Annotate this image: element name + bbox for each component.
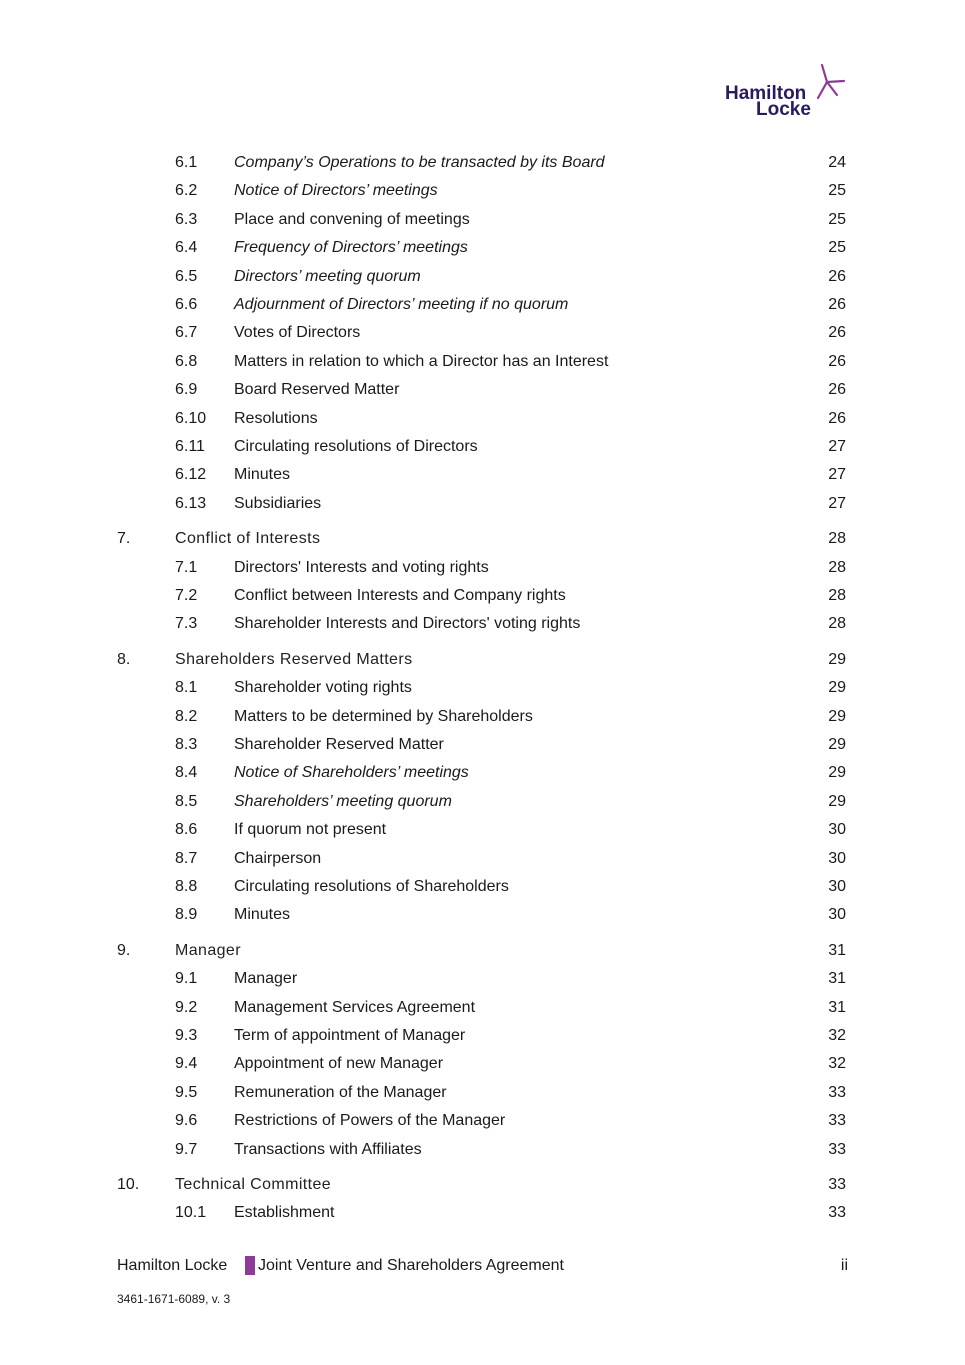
toc-entry-title: Board Reserved Matter xyxy=(234,381,400,399)
toc-entry-page: 32 xyxy=(828,1027,846,1044)
toc-entry-page: 33 xyxy=(828,1140,846,1158)
toc-entry[interactable] xyxy=(0,350,965,374)
toc-entry-page: 33 xyxy=(828,1176,846,1193)
toc-entry-page: 30 xyxy=(828,849,846,867)
toc-entry-page: 32 xyxy=(828,1055,846,1073)
toc-entry-number: 8.4 xyxy=(175,764,198,782)
toc-entry[interactable] xyxy=(0,208,965,232)
toc-entry[interactable] xyxy=(0,1024,965,1048)
toc-entry[interactable] xyxy=(0,761,965,785)
footer-page-number: ii xyxy=(840,1257,848,1274)
toc-entry-page: 30 xyxy=(828,878,846,895)
toc-entry-title: Remuneration of the Manager xyxy=(234,1083,447,1101)
toc-entry-number: 9.4 xyxy=(175,1055,198,1073)
toc-entry[interactable] xyxy=(0,492,965,516)
toc-entry-page: 27 xyxy=(828,494,846,512)
toc-entry-number: 8.8 xyxy=(175,878,198,895)
toc-entry-number: 6.10 xyxy=(175,409,207,427)
toc-entry-page: 26 xyxy=(828,296,846,313)
toc-entry[interactable] xyxy=(0,1138,965,1162)
toc-entry-title: Technical Committee xyxy=(175,1176,332,1193)
toc-entry-page: 29 xyxy=(828,679,846,697)
toc-entry-page: 27 xyxy=(828,466,846,484)
toc-entry[interactable] xyxy=(0,556,965,580)
toc-entry-number: 9. xyxy=(117,941,131,959)
toc-entry-number: 8.7 xyxy=(175,849,198,867)
toc-entry[interactable] xyxy=(0,151,965,175)
toc-entry-title: Company’s Operations to be transacted by its Board xyxy=(234,154,605,171)
toc-entry[interactable] xyxy=(0,818,965,842)
toc-entry[interactable] xyxy=(0,790,965,814)
toc-entry-page: 28 xyxy=(828,587,846,604)
toc-entry[interactable] xyxy=(0,1109,965,1133)
toc-entry-title: Directors' Interests and voting rights xyxy=(234,558,489,576)
toc-entry[interactable] xyxy=(0,996,965,1020)
toc-entry-page: 28 xyxy=(828,615,846,633)
toc-entry-number: 8. xyxy=(117,650,131,668)
toc-entry-page: 29 xyxy=(828,650,846,668)
toc-entry-page: 29 xyxy=(828,736,846,753)
toc-entry-number: 9.7 xyxy=(175,1140,198,1158)
toc-entry-number: 9.2 xyxy=(175,998,198,1016)
toc-entry-title: Notice of Directors’ meetings xyxy=(234,182,438,200)
toc-entry-number: 6.7 xyxy=(175,324,198,342)
toc-entry[interactable] xyxy=(0,1081,965,1105)
toc-section-entry[interactable] xyxy=(0,648,965,672)
toc-entry-title: If quorum not present xyxy=(234,821,387,839)
toc-entry-number: 6.8 xyxy=(175,352,198,370)
toc-section-entry[interactable] xyxy=(0,527,965,551)
toc-entry[interactable] xyxy=(0,293,965,317)
toc-entry[interactable] xyxy=(0,967,965,991)
toc-entry[interactable] xyxy=(0,676,965,700)
toc-entry-title: Circulating resolutions of Directors xyxy=(234,438,478,455)
toc-entry-title: Management Services Agreement xyxy=(234,998,476,1016)
toc-entry-title: Matters in relation to which a Director has an Interest xyxy=(234,352,609,370)
toc-entry-number: 6.1 xyxy=(175,154,198,171)
toc-entry[interactable] xyxy=(0,612,965,636)
toc-entry[interactable] xyxy=(0,435,965,459)
toc-entry-title: Circulating resolutions of Shareholders xyxy=(234,878,509,895)
toc-entry-title: Resolutions xyxy=(234,409,318,427)
toc-entry-number: 8.9 xyxy=(175,906,198,924)
toc-entry[interactable] xyxy=(0,847,965,871)
toc-entry-title: Shareholders’ meeting quorum xyxy=(234,792,452,810)
toc-entry-title: Chairperson xyxy=(234,849,322,867)
toc-entry[interactable] xyxy=(0,875,965,899)
toc-entry-title: Restrictions of Powers of the Manager xyxy=(234,1112,506,1130)
footer-accent-bar xyxy=(245,1256,255,1275)
toc-entry-number: 6.2 xyxy=(175,182,198,200)
hamilton-locke-logo xyxy=(724,62,849,118)
footer xyxy=(117,1254,848,1278)
toc-entry-page: 24 xyxy=(828,154,846,171)
toc-entry-number: 9.5 xyxy=(175,1083,198,1101)
toc-entry-title: Shareholders Reserved Matters xyxy=(175,650,413,668)
toc-entry-number: 8.2 xyxy=(175,707,198,725)
toc-entry-number: 6.9 xyxy=(175,381,198,399)
toc-entry-number: 7.1 xyxy=(175,558,198,576)
toc-entry-page: 27 xyxy=(828,438,846,455)
toc-entry[interactable] xyxy=(0,321,965,345)
toc-entry[interactable] xyxy=(0,378,965,402)
toc-entry-title: Manager xyxy=(234,970,298,988)
toc-entry-page: 29 xyxy=(828,792,846,810)
svg-text:Locke: Locke xyxy=(756,99,811,118)
toc-entry-page: 25 xyxy=(828,210,846,228)
toc-entry-title: Transactions with Affiliates xyxy=(234,1140,422,1158)
toc-section-entry[interactable] xyxy=(0,939,965,963)
toc-entry-title: Conflict of Interests xyxy=(175,530,321,548)
toc-entry-page: 28 xyxy=(828,558,846,576)
toc-entry-title: Minutes xyxy=(234,466,291,484)
toc-entry-title: Shareholder voting rights xyxy=(234,679,412,697)
toc-entry-number: 6.12 xyxy=(175,466,207,484)
toc-entry-number: 9.3 xyxy=(175,1027,198,1044)
svg-text:Hamilton: Hamilton xyxy=(725,83,807,104)
toc-entry[interactable] xyxy=(0,705,965,729)
toc-entry[interactable] xyxy=(0,733,965,757)
toc-entry[interactable] xyxy=(0,407,965,431)
toc-section-entry[interactable] xyxy=(0,1173,965,1197)
toc-entry[interactable] xyxy=(0,265,965,289)
toc-entry-title: Frequency of Directors’ meetings xyxy=(234,239,468,257)
toc-entry-page: 31 xyxy=(828,970,846,988)
toc-entry[interactable] xyxy=(0,584,965,608)
toc-entry-title: Directors’ meeting quorum xyxy=(234,267,421,285)
toc-entry-number: 6.11 xyxy=(175,438,205,455)
toc-entry-title: Adjournment of Directors’ meeting if no quorum xyxy=(234,296,569,313)
toc-entry-number: 7.3 xyxy=(175,615,198,633)
toc-entry-page: 26 xyxy=(828,381,846,399)
toc-entry-page: 33 xyxy=(828,1112,846,1130)
toc-entry-page: 26 xyxy=(828,409,846,427)
toc-entry-title: Minutes xyxy=(234,906,291,924)
toc-entry-page: 30 xyxy=(828,821,846,839)
toc-entry-page: 29 xyxy=(828,707,846,725)
toc-entry[interactable] xyxy=(0,179,965,203)
footer-firm-name: Hamilton Locke xyxy=(117,1257,228,1274)
toc-entry-number: 6.4 xyxy=(175,239,198,257)
toc-entry-title: Subsidiaries xyxy=(234,494,322,512)
toc-entry-number: 9.1 xyxy=(175,970,198,988)
toc-entry-number: 10. xyxy=(117,1176,140,1193)
toc-entry-title: Shareholder Reserved Matter xyxy=(234,736,444,753)
toc-entry-number: 8.3 xyxy=(175,736,198,753)
toc-entry-number: 8.1 xyxy=(175,679,198,697)
toc-entry-page: 30 xyxy=(828,906,846,924)
toc-entry[interactable] xyxy=(0,463,965,487)
toc-entry-title: Shareholder Interests and Directors' voting rights xyxy=(234,615,581,633)
toc-entry-number: 8.5 xyxy=(175,792,198,810)
toc-entry-title: Place and convening of meetings xyxy=(234,210,470,228)
toc-entry-page: 28 xyxy=(828,530,846,548)
toc-entry-number: 6.13 xyxy=(175,494,207,512)
toc-entry-title: Term of appointment of Manager xyxy=(234,1027,466,1044)
toc-entry-number: 6.3 xyxy=(175,210,198,228)
toc-entry-number: 10.1 xyxy=(175,1204,207,1222)
toc-entry[interactable] xyxy=(0,903,965,927)
toc-entry-page: 26 xyxy=(828,267,846,285)
toc-entry-page: 29 xyxy=(828,764,846,782)
footer-document-title: Joint Venture and Shareholders Agreement xyxy=(258,1257,564,1274)
toc-entry-title: Establishment xyxy=(234,1204,335,1222)
toc-entry-number: 9.6 xyxy=(175,1112,198,1130)
toc-entry-title: Matters to be determined by Shareholders xyxy=(234,707,533,725)
toc-entry-page: 31 xyxy=(828,998,846,1016)
toc-entry-page: 31 xyxy=(828,941,846,959)
toc-entry-page: 25 xyxy=(828,239,846,257)
toc-entry-title: Appointment of new Manager xyxy=(234,1055,444,1073)
toc-entry[interactable] xyxy=(0,236,965,260)
toc-entry-title: Notice of Shareholders’ meetings xyxy=(234,764,469,782)
toc-entry-page: 26 xyxy=(828,352,846,370)
toc-entry-title: Conflict between Interests and Company rights xyxy=(234,587,566,604)
toc-entry-number: 6.6 xyxy=(175,296,198,313)
document-id: 3461-1671-6089, v. 3 xyxy=(117,1292,231,1306)
toc-entry[interactable] xyxy=(0,1201,965,1225)
toc-entry[interactable] xyxy=(0,1052,965,1076)
toc-entry-number: 8.6 xyxy=(175,821,198,839)
toc-entry-page: 33 xyxy=(828,1083,846,1101)
toc-entry-page: 33 xyxy=(828,1204,846,1222)
toc-entry-number: 7.2 xyxy=(175,587,198,604)
toc-entry-title: Manager xyxy=(175,941,241,959)
toc-entry-title: Votes of Directors xyxy=(234,324,361,342)
toc-entry-page: 26 xyxy=(828,324,846,342)
toc-entry-number: 7. xyxy=(117,530,131,548)
toc-entry-number: 6.5 xyxy=(175,267,198,285)
toc-entry-page: 25 xyxy=(828,182,846,200)
